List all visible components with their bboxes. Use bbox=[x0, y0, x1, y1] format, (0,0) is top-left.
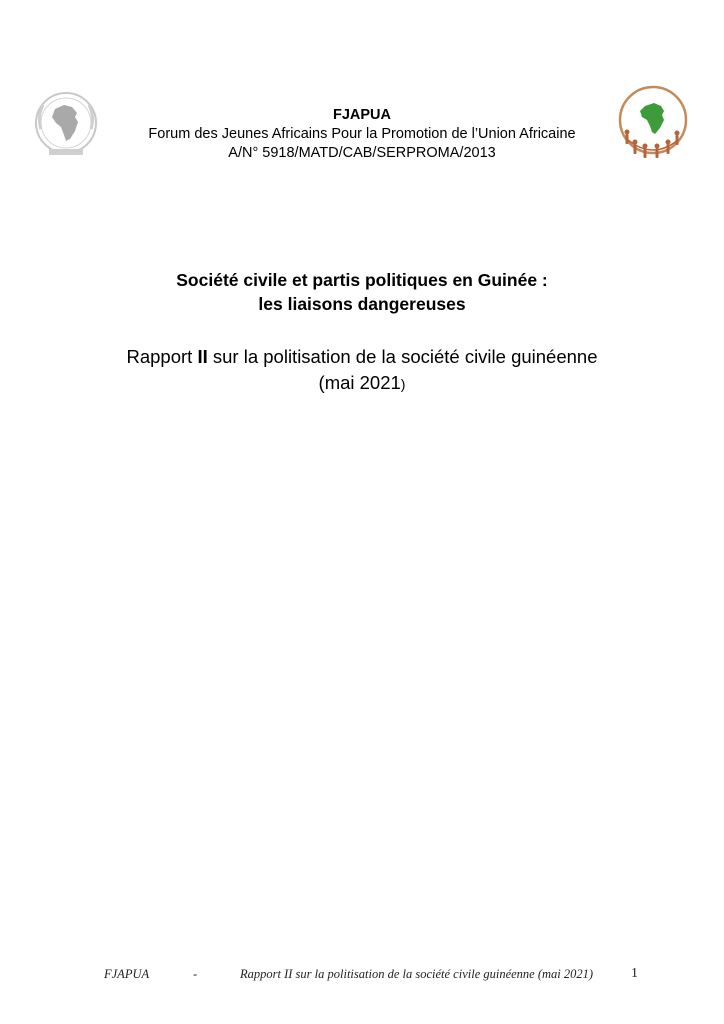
subtitle-suffix: sur la politisation de la société civile guinéenne bbox=[207, 346, 598, 367]
fjapua-logo-icon bbox=[613, 82, 693, 162]
subtitle-prefix: Rapport bbox=[126, 346, 198, 367]
organization-name: Forum des Jeunes Africains Pour la Promotion de l’Union Africaine bbox=[148, 126, 576, 142]
title-line-2: les liaisons dangereuses bbox=[258, 294, 466, 314]
document-subtitle bbox=[60, 344, 664, 397]
subtitle-line-2 bbox=[60, 370, 664, 397]
subtitle-report-number: II bbox=[197, 346, 208, 367]
registration-number: A/N° 5918/MATD/CAB/SERPROMA/2013 bbox=[228, 145, 496, 161]
subtitle-line-1 bbox=[60, 344, 664, 370]
footer-separator: - bbox=[193, 967, 198, 981]
footer-organization: FJAPUA bbox=[104, 967, 150, 981]
subtitle-date: (mai 2021 bbox=[318, 372, 401, 393]
organization-abbreviation: FJAPUA bbox=[332, 107, 391, 123]
page-number: 1 bbox=[631, 966, 638, 981]
footer-report-title: Rapport II sur la politisation de la société civile guinéenne (mai 2021) bbox=[240, 967, 594, 981]
subtitle-date-close: ) bbox=[400, 376, 406, 392]
page-footer bbox=[0, 967, 724, 987]
african-union-emblem-icon bbox=[31, 89, 101, 161]
document-title bbox=[60, 268, 664, 316]
document-header bbox=[100, 106, 624, 163]
title-line-1: Société civile et partis politiques en Guinée : bbox=[176, 270, 548, 290]
